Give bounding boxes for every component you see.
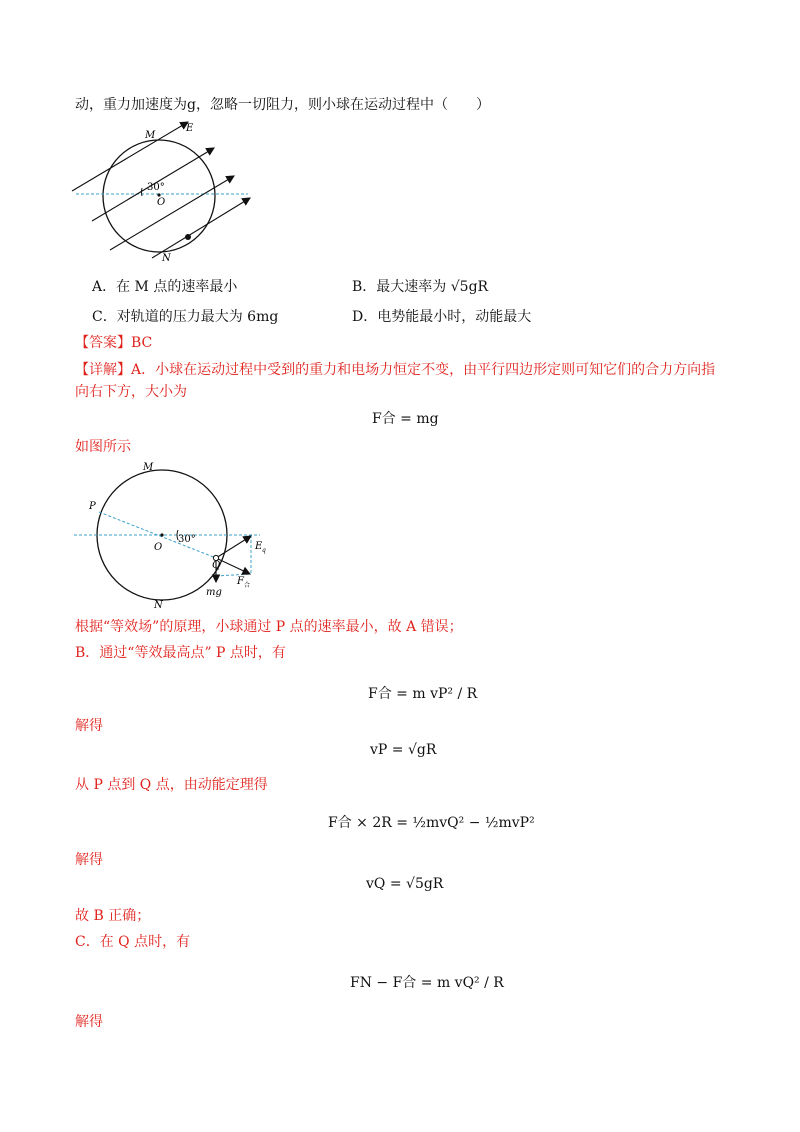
- label-mg: mg: [206, 587, 222, 598]
- c-text: C．在 Q 点时，有: [75, 934, 191, 950]
- equation-1: F合 = mg: [372, 411, 439, 427]
- label-M: M: [145, 130, 156, 141]
- label-P: P: [89, 501, 96, 512]
- b-text: B．通过“等效最高点” P 点时，有: [75, 645, 286, 661]
- resultant-force-arrow: [216, 558, 250, 574]
- equation-2: F合 = m vP² / R: [368, 686, 478, 702]
- question-intro: 动，重力加速度为g，忽略一切阻力，则小球在运动过程中（ ）: [75, 97, 490, 113]
- equation-6: FN − F合 = m vQ² / R: [350, 975, 504, 991]
- label-E: E: [186, 123, 194, 134]
- answer-line: 【答案】BC: [75, 335, 153, 351]
- b-correct-text: 故 B 正确；: [75, 908, 151, 924]
- label-angle: 30°: [178, 534, 196, 545]
- pq-text: 从 P 点到 Q 点，由动能定理得: [75, 777, 268, 793]
- solve-1: 解得: [75, 718, 103, 734]
- option-D: D．电势能最小时，动能最大: [352, 309, 532, 325]
- p-min-text: 根据“等效场”的原理，小球通过 P 点的速率最小，故 A 错误；: [75, 619, 463, 635]
- field-line: [110, 176, 234, 250]
- label-N: N: [154, 600, 163, 610]
- label-F-sub: 合: [244, 582, 251, 589]
- figure-circle-field: [70, 118, 260, 268]
- solve-3: 解得: [75, 1014, 103, 1030]
- label-E: E: [255, 541, 263, 552]
- detail-line-2: 向右下方，大小为: [75, 384, 187, 400]
- equation-4: F合 × 2R = ½mvQ² − ½mvP²: [328, 815, 535, 831]
- solve-2: 解得: [75, 852, 103, 868]
- label-angle: 30°: [147, 182, 165, 193]
- angle-arc: [142, 188, 143, 196]
- equation-5: vQ = √5gR: [366, 876, 444, 892]
- field-line: [152, 198, 250, 258]
- option-A: A．在 M 点的速率最小: [92, 279, 238, 295]
- electric-force-arrow: [216, 536, 251, 558]
- figure-equivalent-field: [70, 458, 280, 610]
- as-shown-text: 如图所示: [75, 439, 131, 455]
- center-point: [160, 533, 163, 536]
- label-O: O: [157, 197, 166, 208]
- helper-dashed: [216, 574, 251, 576]
- ball-icon: [185, 234, 191, 240]
- option-B: B．最大速率为 √5gR: [352, 279, 489, 295]
- field-line: [72, 122, 188, 191]
- detail-line-1: 【详解】A．小球在运动过程中受到的重力和电场力恒定不变，由平行四边形定则可知它们的合力方向指: [75, 362, 716, 378]
- label-M: M: [143, 462, 154, 473]
- label-N: N: [162, 253, 171, 264]
- label-E-sub: q: [262, 547, 266, 554]
- option-C: C．对轨道的压力最大为 6mg: [92, 309, 279, 325]
- label-Q: Q: [212, 560, 221, 571]
- label-F: F: [237, 576, 244, 587]
- equation-3: vP = √gR: [370, 742, 437, 758]
- label-O: O: [154, 542, 163, 553]
